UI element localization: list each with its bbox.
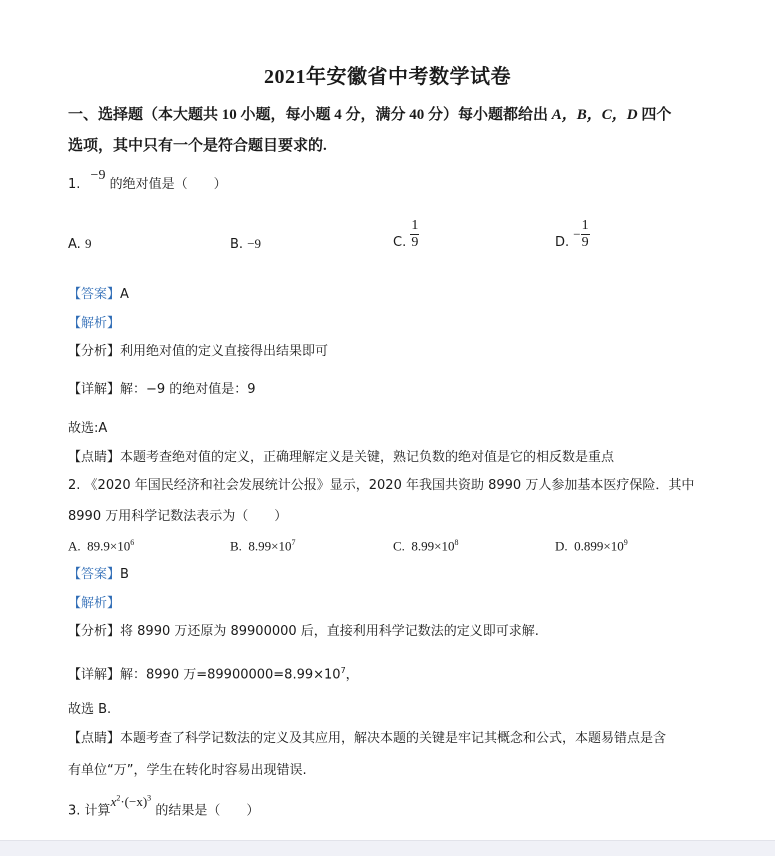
question-number: 2. xyxy=(68,478,81,493)
question-2-fenxi xyxy=(68,623,539,641)
question-1-analysis-tag: 【解析】 xyxy=(68,316,121,331)
option-label: C. xyxy=(393,235,407,250)
math-expression xyxy=(111,794,152,809)
fraction xyxy=(410,218,419,251)
question-2-option-b xyxy=(230,538,296,554)
xiangjie-text: 解：8990 万=89900000=8.99×10 xyxy=(120,667,341,683)
exponent: 3 xyxy=(147,794,152,803)
exponent: 2 xyxy=(116,794,121,803)
question-2-option-a xyxy=(68,538,134,554)
option-value: −9 xyxy=(247,236,262,251)
negative-sign: − xyxy=(573,226,581,242)
question-1-stem xyxy=(68,168,227,194)
question-2-dianjing-line1 xyxy=(68,730,666,748)
xiangjie-text: 解：−9 的绝对值是：9 xyxy=(120,382,256,397)
xiangjie-tag: 【详解】 xyxy=(68,382,121,397)
exponent: 7 xyxy=(340,666,346,675)
dianjing-text: 本题考查了科学记数法的定义及其应用，解决本题的关键是牢记其概念和公式，本题易错点是含 xyxy=(120,731,667,746)
fenxi-text: 将 8990 万还原为 89900000 后，直接利用科学记数法的定义即可求解. xyxy=(120,624,539,639)
question-1-option-d xyxy=(555,218,590,251)
question-2-stem-line1 xyxy=(68,477,694,495)
question-1-fenxi xyxy=(68,343,328,361)
question-2-dianjing-line2: 有单位“万”，学生在转化时容易出现错误. xyxy=(68,763,307,778)
question-2-choose: 故选 B. xyxy=(68,702,112,717)
math-var: x xyxy=(110,794,117,810)
answer-value: B xyxy=(120,567,129,582)
fraction-numerator: 1 xyxy=(581,218,589,233)
question-number: 3. xyxy=(68,803,81,819)
answer-value: A xyxy=(120,287,129,302)
xiangjie-tag: 【详解】 xyxy=(68,667,121,683)
exponent: 9 xyxy=(623,538,628,547)
page-title: 2021年安徽省中考数学试卷 xyxy=(264,66,511,88)
question-2-stem-line2: 8990 万用科学记数法表示为（ ） xyxy=(68,509,288,524)
section-heading-line2: 选项，其中只有一个是符合题目要求的. xyxy=(68,138,327,154)
question-3-stem xyxy=(68,794,260,820)
question-number: 1. xyxy=(68,177,81,192)
option-label: D. xyxy=(555,235,570,250)
question-prefix: 计算 xyxy=(84,803,111,819)
dianjing-tag: 【点睛】 xyxy=(68,731,121,746)
question-2-option-c xyxy=(393,538,459,554)
question-1-option-b xyxy=(230,236,261,252)
option-value: 9 xyxy=(84,236,92,251)
option-label: A. xyxy=(68,538,81,554)
fraction-denominator: 9 xyxy=(581,235,589,250)
option-value: 8.99×10 xyxy=(248,538,292,554)
option-value: 8.99×10 xyxy=(411,538,455,554)
question-text: 《2020 年国民经济和社会发展统计公报》显示，2020 年我国共资助 8990 万人参加基本医疗保险．其中 xyxy=(84,478,695,493)
question-2-analysis-tag: 【解析】 xyxy=(68,596,121,611)
math-expression: −9 xyxy=(90,168,106,183)
section-heading xyxy=(68,106,671,124)
option-value: 89.9×10 xyxy=(87,538,131,554)
exponent: 7 xyxy=(291,538,296,547)
answer-tag: 【答案】 xyxy=(68,287,121,302)
option-label: D. xyxy=(555,538,568,554)
bottom-bar xyxy=(0,840,775,856)
question-2-xiangjie xyxy=(68,662,359,684)
option-label: C. xyxy=(393,538,405,554)
fraction-denominator: 9 xyxy=(411,235,419,250)
question-1-option-a xyxy=(68,236,91,252)
option-label: B. xyxy=(230,237,244,252)
option-label: A. xyxy=(68,237,81,252)
exponent: 6 xyxy=(130,538,135,547)
math-term: ·(−x) xyxy=(120,794,148,810)
fraction xyxy=(581,218,590,251)
option-label: B. xyxy=(230,538,242,554)
dianjing-text: 本题考查绝对值的定义，正确理解定义是关键，熟记负数的绝对值是它的相反数是重点 xyxy=(120,450,615,465)
question-2-answer xyxy=(68,566,129,584)
question-1-dianjing xyxy=(68,449,614,467)
dianjing-tag: 【点睛】 xyxy=(68,450,121,465)
question-1-answer xyxy=(68,286,129,304)
section-heading-letters: A，B，C，D xyxy=(551,107,638,123)
question-1-option-c xyxy=(393,218,419,251)
question-text: 的结果是（ ） xyxy=(155,803,260,819)
fraction-numerator: 1 xyxy=(411,218,419,233)
section-heading-text: 一、选择题（本大题共 10 小题，每小题 4 分，满分 40 分）每小题都给出 xyxy=(68,107,552,123)
answer-tag: 【答案】 xyxy=(68,567,121,582)
question-2-option-d xyxy=(555,538,628,554)
question-text: 的绝对值是（ ） xyxy=(109,177,227,192)
exponent: 8 xyxy=(454,538,459,547)
fenxi-tag: 【分析】 xyxy=(68,624,121,639)
fenxi-text: 利用绝对值的定义直接得出结果即可 xyxy=(120,344,329,359)
xiangjie-text-end: ， xyxy=(345,667,359,683)
question-1-xiangjie xyxy=(68,381,256,399)
section-heading-text-end: 四个 xyxy=(637,107,672,123)
fenxi-tag: 【分析】 xyxy=(68,344,121,359)
option-value: 0.899×10 xyxy=(574,538,624,554)
question-1-choose: 故选:A xyxy=(68,421,108,436)
